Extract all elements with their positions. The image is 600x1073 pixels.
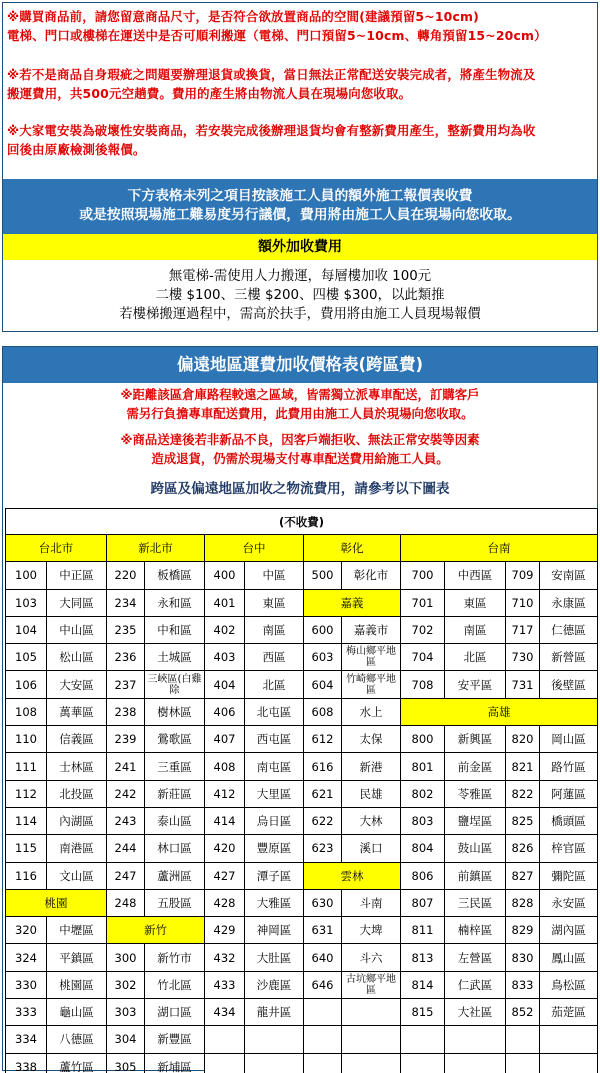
- postal-code-cell: 825: [506, 807, 540, 834]
- postal-code-cell: 112: [6, 780, 47, 807]
- district-cell: 安南區: [540, 562, 598, 589]
- table-caption: (不收費): [6, 509, 598, 535]
- postal-code-cell: 248: [107, 889, 145, 916]
- district-cell: 前金區: [445, 753, 506, 780]
- fee-line: 無電梯-需使用人力搬運，每層樓加收 100元: [168, 269, 432, 284]
- postal-code-cell: 338: [6, 1053, 47, 1073]
- district-cell: 仁武區: [445, 971, 506, 998]
- region-header-changhua: 彰化: [304, 535, 401, 562]
- postal-code-cell: 239: [107, 726, 145, 753]
- table-row: [6, 1026, 598, 1053]
- postal-code-cell: 829: [506, 917, 540, 944]
- district-cell: 三民區: [445, 889, 506, 916]
- postal-code-cell: 330: [6, 971, 47, 998]
- district-cell: 斗六: [342, 944, 401, 971]
- district-cell: 蘆竹區: [47, 1053, 107, 1073]
- district-cell: 平鎮區: [47, 944, 107, 971]
- district-cell: 大里區: [245, 780, 304, 807]
- postal-code-cell: 238: [107, 698, 145, 725]
- table-row: [6, 944, 598, 971]
- table-row: [6, 671, 598, 698]
- postal-code-cell: 432: [205, 944, 245, 971]
- district-cell: 茄萣區: [540, 999, 598, 1026]
- empty-cell: [540, 1026, 598, 1053]
- table-row: [6, 644, 598, 671]
- empty-cell: [401, 1026, 445, 1053]
- postal-code-cell: 646: [304, 971, 342, 998]
- postal-code-cell: 830: [506, 944, 540, 971]
- district-cell: 北屯區: [245, 698, 304, 725]
- region-subheader: 桃園: [6, 889, 107, 916]
- postal-code-cell: 110: [6, 726, 47, 753]
- extra-fee-banner: [3, 179, 597, 234]
- district-cell: 中區: [245, 562, 304, 589]
- postal-code-cell: 500: [304, 562, 342, 589]
- district-cell: 西區: [245, 644, 304, 671]
- table-row: [6, 589, 598, 616]
- district-cell: 新港: [342, 753, 401, 780]
- district-cell: 土城區: [145, 644, 205, 671]
- note-line: ※商品送達後若非新品不良，因客戶端拒收、無法正常安裝等因素: [120, 432, 480, 447]
- district-cell: 彰化市: [342, 562, 401, 589]
- empty-cell: [245, 1053, 304, 1073]
- district-cell: 太保: [342, 726, 401, 753]
- postal-code-cell: 701: [401, 589, 445, 616]
- empty-cell: [304, 1026, 342, 1053]
- district-cell: 南區: [245, 616, 304, 643]
- postal-code-cell: 241: [107, 753, 145, 780]
- postal-code-cell: 103: [6, 589, 47, 616]
- postal-code-cell: 407: [205, 726, 245, 753]
- district-cell: 中和區: [145, 616, 205, 643]
- district-cell: 南區: [445, 616, 506, 643]
- district-cell: 新埔區: [145, 1053, 205, 1073]
- district-cell: 新興區: [445, 726, 506, 753]
- district-cell: 新豐區: [145, 1026, 205, 1053]
- district-cell: 新莊區: [145, 780, 205, 807]
- postal-code-cell: 433: [205, 971, 245, 998]
- extra-fee-title: 額外加收費用: [3, 234, 597, 260]
- fee-line: 二樓 $100、三樓 $200、四樓 $300，以此類推: [155, 288, 445, 303]
- postal-code-cell: 702: [401, 616, 445, 643]
- region-subheader: 嘉義: [304, 589, 401, 616]
- district-cell: 中山區: [47, 616, 107, 643]
- postal-code-cell: 111: [6, 753, 47, 780]
- district-cell: 中壢區: [47, 917, 107, 944]
- postal-code-cell: 612: [304, 726, 342, 753]
- district-cell: 八德區: [47, 1026, 107, 1053]
- postal-code-cell: 630: [304, 889, 342, 916]
- empty-cell: [342, 999, 401, 1026]
- district-cell: 阿蓮區: [540, 780, 598, 807]
- postal-code-cell: 621: [304, 780, 342, 807]
- postal-code-cell: 800: [401, 726, 445, 753]
- postal-code-cell: 814: [401, 971, 445, 998]
- district-cell: 永安區: [540, 889, 598, 916]
- table-row: [6, 753, 598, 780]
- empty-cell: [205, 1053, 245, 1073]
- note-line: 需另行負擔專車配送費用，此費用由施工人員於現場向您收取。: [126, 406, 474, 421]
- postal-code-cell: 334: [6, 1026, 47, 1053]
- postal-code-cell: 333: [6, 999, 47, 1026]
- postal-code-cell: 623: [304, 835, 342, 862]
- district-cell: 內湖區: [47, 807, 107, 834]
- district-cell: 三重區: [145, 753, 205, 780]
- district-cell: 信義區: [47, 726, 107, 753]
- district-cell: 東區: [245, 589, 304, 616]
- postal-code-cell: 600: [304, 616, 342, 643]
- region-header-taichung: 台中: [205, 535, 304, 562]
- postal-code-cell: 303: [107, 999, 145, 1026]
- notice-line: 搬運費用，共500元空趟費。費用的產生將由物流人員在現場向您收取。: [7, 86, 412, 101]
- notice-refurbish-fee: [7, 121, 593, 159]
- district-cell: 路竹區: [540, 753, 598, 780]
- fee-line: 若樓梯搬運過程中，需高於扶手，費用將由施工人員現場報價: [119, 307, 481, 322]
- district-cell: 楠梓區: [445, 917, 506, 944]
- remote-note-delivery: [3, 385, 597, 423]
- postal-code-cell: 708: [401, 671, 445, 698]
- district-cell: 泰山區: [145, 807, 205, 834]
- postal-code-cell: 402: [205, 616, 245, 643]
- district-cell: 板橋區: [145, 562, 205, 589]
- district-cell: 五股區: [145, 889, 205, 916]
- postal-code-cell: 616: [304, 753, 342, 780]
- district-cell: 大雅區: [245, 889, 304, 916]
- district-cell: 橋頭區: [540, 807, 598, 834]
- postal-code-cell: 852: [506, 999, 540, 1026]
- empty-cell: [506, 1053, 540, 1073]
- postal-code-cell: 631: [304, 917, 342, 944]
- postal-code-cell: 807: [401, 889, 445, 916]
- district-cell: 大同區: [47, 589, 107, 616]
- remote-reference-text: 跨區及偏遠地區加收之物流費用，請參考以下圖表: [150, 481, 450, 497]
- postal-code-cell: 833: [506, 971, 540, 998]
- free-area-table: [5, 508, 598, 1073]
- postal-code-cell: 406: [205, 698, 245, 725]
- district-cell: 北區: [245, 671, 304, 698]
- district-cell: 北區: [445, 644, 506, 671]
- district-cell: 大安區: [47, 671, 107, 698]
- postal-code-cell: 608: [304, 698, 342, 725]
- region-subheader: 雲林: [304, 862, 401, 889]
- postal-code-cell: 434: [205, 999, 245, 1026]
- notice-line: ※大家電安裝為破壞性安裝商品，若安裝完成後辦理退貨均會有整新費用產生，整新費用均為收: [7, 123, 536, 138]
- district-cell: 沙鹿區: [245, 971, 304, 998]
- district-cell: 安平區: [445, 671, 506, 698]
- postal-code-cell: 820: [506, 726, 540, 753]
- district-cell: 鼓山區: [445, 835, 506, 862]
- district-cell: 嘉義市: [342, 616, 401, 643]
- district-cell: 林口區: [145, 835, 205, 862]
- postal-code-cell: 100: [6, 562, 47, 589]
- postal-code-cell: 242: [107, 780, 145, 807]
- postal-code-cell: 401: [205, 589, 245, 616]
- empty-cell: [304, 1053, 342, 1073]
- postal-code-cell: 304: [107, 1026, 145, 1053]
- postal-code-cell: 403: [205, 644, 245, 671]
- district-cell: 東區: [445, 589, 506, 616]
- postal-code-cell: 428: [205, 889, 245, 916]
- district-cell: 前鎮區: [445, 862, 506, 889]
- postal-code-cell: 414: [205, 807, 245, 834]
- region-header-taipei: 台北市: [6, 535, 107, 562]
- district-cell: 三峽區(白雞除: [145, 671, 205, 698]
- district-cell: 南屯區: [245, 753, 304, 780]
- district-cell: 民雄: [342, 780, 401, 807]
- district-cell: 彌陀區: [540, 862, 598, 889]
- remote-note-return: [3, 430, 597, 468]
- postal-code-cell: 115: [6, 835, 47, 862]
- district-cell: 岡山區: [540, 726, 598, 753]
- district-cell: 鹽埕區: [445, 807, 506, 834]
- postal-code-cell: 412: [205, 780, 245, 807]
- postal-code-cell: 104: [6, 616, 47, 643]
- district-cell: 左營區: [445, 944, 506, 971]
- district-cell: 萬華區: [47, 698, 107, 725]
- district-cell: 龍井區: [245, 999, 304, 1026]
- notice-line: 電梯、門口或樓梯在運送中是否可順利搬運（電梯、門口預留5~10cm、轉角預留15~20cm）: [7, 28, 547, 43]
- empty-cell: [245, 1026, 304, 1053]
- postal-code-cell: 603: [304, 644, 342, 671]
- postal-code-cell: 429: [205, 917, 245, 944]
- postal-code-cell: 622: [304, 807, 342, 834]
- table-row: [6, 780, 598, 807]
- purchase-notice-box: [2, 2, 598, 332]
- postal-code-cell: 802: [401, 780, 445, 807]
- postal-code-cell: 408: [205, 753, 245, 780]
- note-line: 造成退貨，仍需於現場支付專車配送費用給施工人員。: [151, 451, 449, 466]
- district-cell: 豐原區: [245, 835, 304, 862]
- district-cell: 水上: [342, 698, 401, 725]
- postal-code-cell: 320: [6, 917, 47, 944]
- empty-cell: [342, 1026, 401, 1053]
- postal-code-cell: 828: [506, 889, 540, 916]
- district-cell: 潭子區: [245, 862, 304, 889]
- postal-code-cell: 700: [401, 562, 445, 589]
- empty-cell: [401, 1053, 445, 1073]
- postal-code-cell: 305: [107, 1053, 145, 1073]
- district-cell: 士林區: [47, 753, 107, 780]
- postal-code-cell: 244: [107, 835, 145, 862]
- postal-code-cell: 827: [506, 862, 540, 889]
- table-row: [6, 562, 598, 589]
- table-row: [6, 862, 598, 889]
- postal-code-cell: 710: [506, 589, 540, 616]
- remote-area-title: 偏遠地區運費加收價格表(跨區費): [3, 347, 597, 383]
- district-cell: 古坑鄉平地區: [342, 971, 401, 998]
- table-row: [6, 807, 598, 834]
- postal-code-cell: 709: [506, 562, 540, 589]
- table-row: [6, 999, 598, 1026]
- district-cell: 梅山鄉平地區: [342, 644, 401, 671]
- table-row: [6, 1053, 598, 1073]
- notice-line: ※若不是商品自身瑕疵之問題要辦理退貨或換貨，當日無法正常配送安裝完成者，將產生物流及: [7, 67, 536, 82]
- district-cell: 中西區: [445, 562, 506, 589]
- district-cell: 後壁區: [540, 671, 598, 698]
- district-cell: 中正區: [47, 562, 107, 589]
- postal-code-cell: 730: [506, 644, 540, 671]
- postal-code-cell: 237: [107, 671, 145, 698]
- district-cell: 龜山區: [47, 999, 107, 1026]
- empty-cell: [304, 999, 342, 1026]
- postal-code-cell: 243: [107, 807, 145, 834]
- table-row: [6, 726, 598, 753]
- postal-code-cell: 821: [506, 753, 540, 780]
- district-cell: 仁德區: [540, 616, 598, 643]
- notice-size: [7, 7, 593, 45]
- postal-code-cell: 822: [506, 780, 540, 807]
- district-cell: 湖口區: [145, 999, 205, 1026]
- note-line: ※距離該區倉庫路程較遠之區域，皆需獨立派專車配送，訂購客戶: [120, 387, 480, 402]
- district-cell: 西屯區: [245, 726, 304, 753]
- district-cell: 溪口: [342, 835, 401, 862]
- postal-code-cell: 324: [6, 944, 47, 971]
- district-cell: 竹崎鄉平地區: [342, 671, 401, 698]
- empty-cell: [445, 1026, 506, 1053]
- postal-code-cell: 801: [401, 753, 445, 780]
- postal-code-cell: 640: [304, 944, 342, 971]
- district-cell: 新營區: [540, 644, 598, 671]
- table-header-row: [6, 535, 598, 562]
- empty-cell: [342, 1053, 401, 1073]
- table-row: [6, 971, 598, 998]
- district-cell: 苓雅區: [445, 780, 506, 807]
- postal-code-cell: 114: [6, 807, 47, 834]
- postal-code-cell: 813: [401, 944, 445, 971]
- district-cell: 南港區: [47, 835, 107, 862]
- district-cell: 鳥松區: [540, 971, 598, 998]
- region-subheader: 新竹: [107, 917, 205, 944]
- empty-cell: [540, 1053, 598, 1073]
- table-row: [6, 616, 598, 643]
- district-cell: 文山區: [47, 862, 107, 889]
- region-header-tainan: 台南: [401, 535, 598, 562]
- empty-cell: [445, 1053, 506, 1073]
- region-header-new-taipei: 新北市: [107, 535, 205, 562]
- district-cell: 大肚區: [245, 944, 304, 971]
- district-cell: 神岡區: [245, 917, 304, 944]
- postal-code-cell: 826: [506, 835, 540, 862]
- district-cell: 新竹市: [145, 944, 205, 971]
- postal-code-cell: 105: [6, 644, 47, 671]
- district-cell: 松山區: [47, 644, 107, 671]
- notice-return-fee: [7, 65, 593, 103]
- postal-code-cell: 108: [6, 698, 47, 725]
- district-cell: 湖內區: [540, 917, 598, 944]
- extra-fee-body: [3, 267, 597, 324]
- postal-code-cell: 420: [205, 835, 245, 862]
- postal-code-cell: 731: [506, 671, 540, 698]
- postal-code-cell: 717: [506, 616, 540, 643]
- district-cell: 永康區: [540, 589, 598, 616]
- empty-cell: [506, 1026, 540, 1053]
- district-cell: 斗南: [342, 889, 401, 916]
- banner-line: 下方表格未列之項目按該施工人員的額外施工報價表收費: [127, 188, 473, 204]
- notice-line: 回後由原廠檢測後報價。: [7, 142, 146, 157]
- postal-code-cell: 106: [6, 671, 47, 698]
- table-row: [6, 835, 598, 862]
- postal-code-cell: 234: [107, 589, 145, 616]
- postal-code-cell: 116: [6, 862, 47, 889]
- table-row: [6, 917, 598, 944]
- postal-code-cell: 220: [107, 562, 145, 589]
- district-cell: 樹林區: [145, 698, 205, 725]
- postal-code-cell: 604: [304, 671, 342, 698]
- postal-code-cell: 815: [401, 999, 445, 1026]
- district-cell: 大社區: [445, 999, 506, 1026]
- district-cell: 大林: [342, 807, 401, 834]
- district-cell: 鶯歌區: [145, 726, 205, 753]
- postal-code-cell: 806: [401, 862, 445, 889]
- postal-code-cell: 427: [205, 862, 245, 889]
- postal-code-cell: 803: [401, 807, 445, 834]
- district-cell: 北投區: [47, 780, 107, 807]
- district-cell: 烏日區: [245, 807, 304, 834]
- district-cell: 梓官區: [540, 835, 598, 862]
- postal-code-cell: 704: [401, 644, 445, 671]
- district-cell: 桃園區: [47, 971, 107, 998]
- table-row: [6, 698, 598, 725]
- table-row: [6, 889, 598, 916]
- notice-line: ※購買商品前，請您留意商品尺寸，是否符合欲放置商品的空間(建議預留5~10cm): [7, 9, 479, 24]
- banner-line: 或是按照現場施工難易度另行議價，費用將由施工人員在現場向您收取。: [79, 207, 521, 223]
- postal-code-cell: 400: [205, 562, 245, 589]
- district-cell: 竹北區: [145, 971, 205, 998]
- district-cell: 蘆洲區: [145, 862, 205, 889]
- district-cell: 鳳山區: [540, 944, 598, 971]
- region-subheader: 高雄: [401, 698, 598, 725]
- postal-code-cell: 804: [401, 835, 445, 862]
- remote-area-box: [2, 346, 598, 1071]
- postal-code-cell: 302: [107, 971, 145, 998]
- empty-cell: [205, 1026, 245, 1053]
- district-cell: 永和區: [145, 589, 205, 616]
- postal-code-cell: 404: [205, 671, 245, 698]
- postal-code-cell: 300: [107, 944, 145, 971]
- district-cell: 大埤: [342, 917, 401, 944]
- postal-code-cell: 811: [401, 917, 445, 944]
- postal-code-cell: 247: [107, 862, 145, 889]
- postal-code-cell: 235: [107, 616, 145, 643]
- postal-code-cell: 236: [107, 644, 145, 671]
